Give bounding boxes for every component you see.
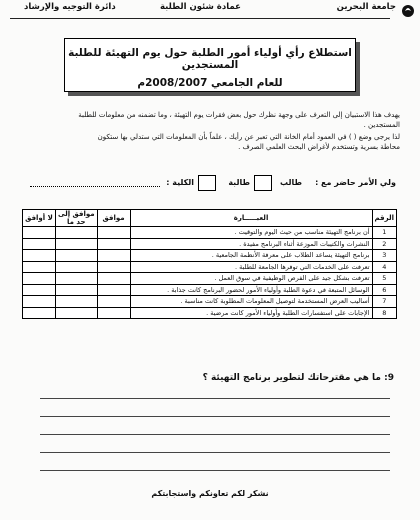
student-female-label: طالبة	[228, 178, 250, 187]
department-name: دائرة التوجيه والإرشاد	[24, 2, 116, 12]
table-row	[23, 284, 397, 296]
disagree-cell[interactable]	[23, 284, 56, 296]
intro-line-4: محاطة بسرية وتستخدم لأغراض البحث العلمي الصرف .	[238, 143, 400, 151]
agree-cell[interactable]	[97, 307, 130, 319]
row-number: 3	[372, 250, 396, 262]
somewhat-cell[interactable]	[56, 296, 98, 308]
table-row	[23, 307, 397, 319]
agree-cell[interactable]	[97, 284, 130, 296]
row-statement: أن برنامج التهيئة مناسب من حيث اليوم والتوقيت .	[130, 227, 372, 239]
table-row	[23, 250, 397, 262]
somewhat-cell[interactable]	[56, 261, 98, 273]
agree-cell[interactable]	[97, 273, 130, 285]
survey-title: استطلاع رأي أولياء أمور الطلبة حول يوم التهيئة للطلبة المستجدين	[68, 47, 352, 71]
table-row	[23, 261, 397, 273]
university-logo-icon	[400, 2, 416, 18]
answer-line-1[interactable]	[40, 398, 390, 399]
student-male-checkbox[interactable]	[254, 175, 272, 191]
row-number: 1	[372, 227, 396, 239]
table-row	[23, 273, 397, 285]
row-statement: أساليب العرض المستخدمة لتوصيل المعلومات المطلوبة كانت مناسبة .	[130, 296, 372, 308]
university-name: جامعة البحرين	[336, 2, 396, 12]
agree-header: موافق	[97, 210, 130, 227]
guardian-label: ولي الأمر حاضر مع :	[315, 178, 396, 187]
table-header-row	[23, 210, 397, 227]
row-statement: تعرفت على الخدمات التي توفرها الجامعة للطلبة .	[130, 261, 372, 273]
intro-line-1: يهدف هذا الاستبيان إلى التعرف على وجهة نظرك حول بعض فقرات يوم التهيئة ، وما تضمنه من معلومات للطلبة	[78, 111, 400, 119]
attendance-row	[0, 175, 420, 193]
college-field[interactable]	[30, 186, 160, 187]
somewhat-cell[interactable]	[56, 227, 98, 239]
row-statement: الإجابات على استفسارات الطلبة وأولياء الأمور كانت مرضية .	[130, 307, 372, 319]
letterhead	[0, 2, 420, 18]
disagree-cell[interactable]	[23, 261, 56, 273]
somewhat-header	[56, 210, 98, 227]
somewhat-cell[interactable]	[56, 238, 98, 250]
question-9-text: ما هي مقترحاتك لتطوير برنامج التهيئة ؟	[202, 373, 381, 383]
row-statement: تعرفت بشكل جيد على الفرص الوظيفية في سوق العمل .	[130, 273, 372, 285]
disagree-cell[interactable]	[23, 250, 56, 262]
intro-line-3: لذا يرجى وضع ( ) في العمود أمام الخانة التي تعبر عن رأيك ، علماً بأن المعلومات التي ستدلي بها ستكون	[97, 133, 400, 141]
row-number: 7	[372, 296, 396, 308]
somewhat-header-line1: موافق إلى	[58, 210, 95, 218]
somewhat-header-line2: حد ما	[67, 218, 86, 226]
statement-header: العبـــــارة	[130, 210, 372, 227]
disagree-cell[interactable]	[23, 238, 56, 250]
agree-cell[interactable]	[97, 238, 130, 250]
student-male-label: طالب	[279, 178, 302, 187]
table-row	[23, 238, 397, 250]
header-divider	[10, 18, 390, 19]
disagree-cell[interactable]	[23, 273, 56, 285]
intro-line-2: المستجدين .	[363, 121, 400, 129]
row-statement: الوسائل المتبعة في دعوة الطلبة وأولياء الأمور لحضور البرنامج كانت جذابة .	[130, 284, 372, 296]
answer-line-4[interactable]	[40, 452, 390, 453]
college-label: الكلية :	[166, 178, 194, 187]
somewhat-cell[interactable]	[56, 284, 98, 296]
agree-cell[interactable]	[97, 250, 130, 262]
row-statement: برنامج التهيئة يساعد الطلاب على معرفة الأنظمة الجامعية .	[130, 250, 372, 262]
row-number: 5	[372, 273, 396, 285]
table-row	[23, 227, 397, 239]
disagree-cell[interactable]	[23, 307, 56, 319]
survey-title-box	[64, 38, 356, 92]
disagree-header: لا أوافق	[23, 210, 56, 227]
answer-line-5[interactable]	[40, 470, 390, 471]
student-female-checkbox[interactable]	[198, 175, 216, 191]
row-number: 6	[372, 284, 396, 296]
somewhat-cell[interactable]	[56, 250, 98, 262]
academic-year: للعام الجامعي 2008/2007م	[137, 77, 283, 89]
agree-cell[interactable]	[97, 227, 130, 239]
number-header: الرقم	[372, 210, 396, 227]
answer-line-3[interactable]	[40, 434, 390, 435]
agree-cell[interactable]	[97, 296, 130, 308]
question-9-number: 9:	[384, 373, 394, 383]
table-row	[23, 296, 397, 308]
somewhat-cell[interactable]	[56, 307, 98, 319]
row-number: 4	[372, 261, 396, 273]
closing-thanks: نشكر لكم تعاونكم واستجابتكم	[151, 489, 269, 498]
somewhat-cell[interactable]	[56, 273, 98, 285]
row-number: 2	[372, 238, 396, 250]
row-statement: النشرات والكتيبات الموزعة أثناء البرنامج مفيدة .	[130, 238, 372, 250]
disagree-cell[interactable]	[23, 227, 56, 239]
deanship-name: عمادة شئون الطلبة	[160, 2, 241, 12]
survey-table	[22, 209, 397, 319]
agree-cell[interactable]	[97, 261, 130, 273]
question-9	[203, 373, 394, 383]
disagree-cell[interactable]	[23, 296, 56, 308]
row-number: 8	[372, 307, 396, 319]
answer-line-2[interactable]	[40, 416, 390, 417]
